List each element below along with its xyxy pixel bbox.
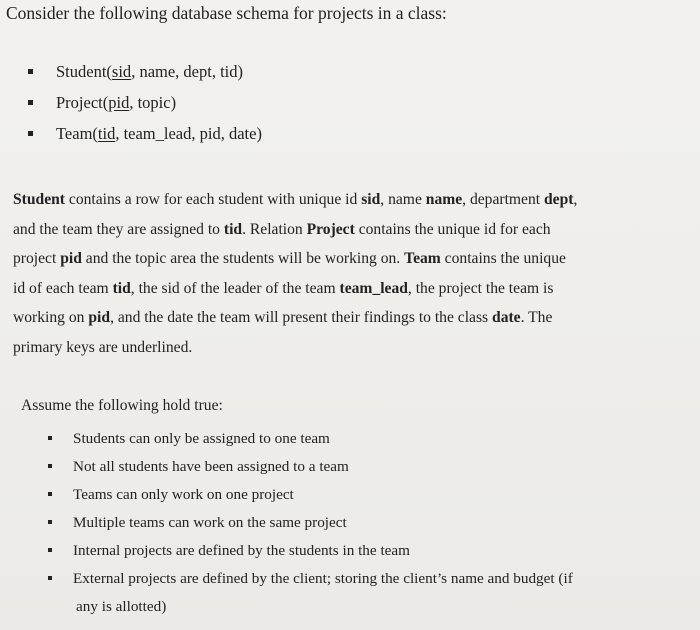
text: , the sid of the leader of the team	[130, 279, 340, 297]
text: and the team they are assigned to	[13, 220, 224, 238]
assumptions-list	[48, 425, 573, 621]
assumption-item	[48, 453, 573, 481]
bullet-icon	[48, 464, 52, 468]
assumption-item	[48, 509, 573, 537]
primary-key: pid	[108, 93, 130, 112]
primary-key: tid	[97, 124, 116, 143]
bold-term: tid	[112, 279, 131, 297]
bold-term: pid	[60, 250, 82, 268]
assumption-text: Internal projects are defined by the students in the team	[73, 542, 410, 559]
bold-term: team_lead	[339, 279, 408, 297]
paragraph-line	[13, 303, 693, 333]
text: contains a row for each student with unique id	[65, 191, 362, 208]
bullet-icon	[48, 548, 52, 552]
bold-term: pid	[88, 309, 111, 327]
text: id of each team	[13, 279, 113, 297]
text: , and the date the team will present their findings to the class	[110, 309, 493, 327]
bullet-icon	[48, 520, 52, 524]
assumptions-intro: Assume the following hold true:	[21, 397, 223, 414]
schema-relation-name: Project(	[56, 93, 109, 112]
bullet-icon	[48, 576, 52, 580]
assumption-item	[48, 565, 573, 621]
bold-term: Student	[13, 191, 65, 208]
page-heading: Consider the following database schema for projects in a class:	[6, 3, 447, 23]
bold-term: name	[425, 191, 463, 208]
assumption-text: Multiple teams can work on the same project	[73, 514, 347, 531]
bold-term: Project	[306, 220, 355, 238]
assumption-text: Not all students have been assigned to a team	[73, 458, 349, 475]
schema-item-student	[28, 62, 262, 93]
text: , name	[380, 191, 426, 208]
schema-list	[28, 62, 262, 155]
description-paragraph	[13, 185, 693, 363]
assumption-item	[48, 425, 573, 453]
bold-term: tid	[223, 220, 243, 238]
schema-relation-name: Team(	[56, 124, 98, 143]
text: . Relation	[242, 220, 307, 238]
schema-relation-name: Student(	[56, 62, 112, 81]
bold-term: dept	[544, 191, 574, 208]
text: primary keys are underlined.	[13, 338, 193, 356]
bullet-icon	[48, 436, 52, 440]
text: contains the unique id for each	[354, 220, 551, 238]
schema-attributes: , team_lead, pid, date)	[115, 124, 262, 143]
bold-term: Team	[404, 250, 441, 268]
assumption-text-continuation: any is allotted)	[76, 598, 167, 615]
paragraph-line	[13, 333, 693, 363]
text: working on	[13, 309, 89, 327]
schema-item-project	[28, 93, 262, 124]
bullet-icon	[28, 131, 33, 136]
paragraph-line	[13, 244, 693, 274]
bold-term: sid	[361, 191, 381, 208]
paragraph-line	[13, 215, 693, 245]
schema-attributes: , topic)	[129, 93, 177, 112]
bullet-icon	[28, 69, 33, 74]
paragraph-line	[13, 274, 693, 304]
text: . The	[520, 309, 553, 327]
bullet-icon	[28, 100, 33, 105]
text: , the project the team is	[407, 279, 554, 297]
text: project	[13, 250, 61, 268]
assumption-item	[48, 481, 573, 509]
primary-key: sid	[111, 62, 132, 81]
bold-term: date	[492, 309, 521, 327]
assumption-text: External projects are defined by the client; storing the client’s name and budget (if	[73, 570, 573, 587]
text: , department	[462, 191, 544, 208]
assumption-text: Students can only be assigned to one team	[73, 430, 330, 447]
text: and the topic area the students will be working on.	[81, 250, 405, 268]
assumption-text: Teams can only work on one project	[73, 486, 294, 503]
schema-attributes: , name, dept, tid)	[131, 62, 243, 81]
schema-item-team	[28, 124, 262, 155]
assumption-item	[48, 537, 573, 565]
bullet-icon	[48, 492, 52, 496]
paragraph-line	[13, 185, 693, 215]
text: ,	[573, 191, 578, 208]
text: contains the unique	[440, 250, 566, 268]
